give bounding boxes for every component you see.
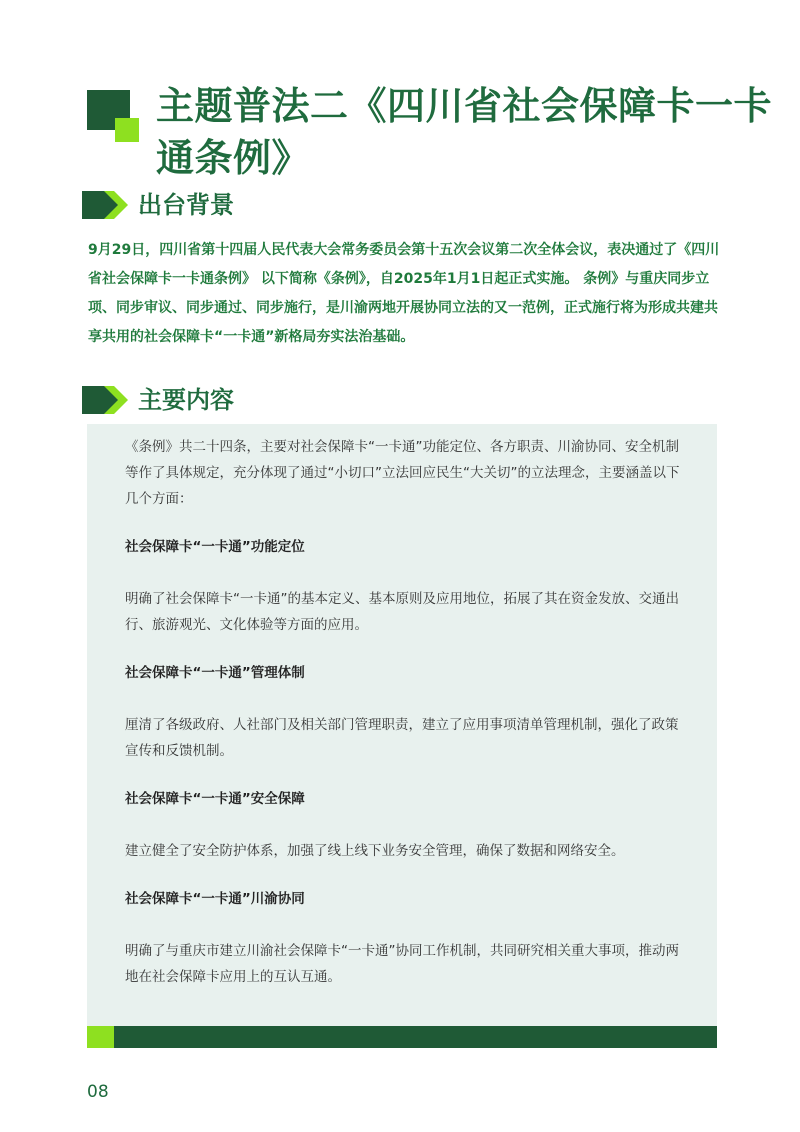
item-text: 明确了与重庆市建立川渝社会保障卡“一卡通”协同工作机制，共同研究相关重大事项，推动两地在社会保障卡应用上的互认互通。 [125,943,679,985]
item-text: 明确了社会保障卡“一卡通”的基本定义、基本原则及应用地位，拓展了其在资金发放、交通出行、旅游观光、文化体验等方面的应用。 [125,591,679,633]
item-heading: 社会保障卡“一卡通”川渝协同 [125,891,305,907]
chevron-arrow-icon [82,386,128,414]
item-text: 厘清了各级政府、人社部门及相关部门管理职责，建立了应用事项清单管理机制，强化了政策宣传和反馈机制。 [125,717,679,759]
background-paragraph: 9月29日，四川省第十四届人民代表大会常务委员会第十五次会议第二次全体会议，表决通过了《四川省社会保障卡一卡通条例》 以下简称《条例》，自2025年1月1日起正式实施。 条例》与重庆同步立项、同步审议、同步通过、同步施行，是川渝两地开展协同立法的又一范例，正式施行将为形成共建共享共用的社会保障卡“一卡通”新格局夯实法治基础。 [88,242,720,345]
item-text: 建立健全了安全防护体系，加强了线上线下业务安全管理，确保了数据和网络安全。 [125,843,625,859]
title-deco-accent-icon [115,118,139,142]
section-title-background: 出台背景 [138,191,234,219]
content-body [125,434,685,990]
content-intro: 《条例》共二十四条，主要对社会保障卡“一卡通”功能定位、各方职责、川渝协同、安全机制等作了具体规定，充分体现了通过“小切口”立法回应民生“大关切”的立法理念，主要涵盖以下几个方面： [125,439,680,507]
item-heading: 社会保障卡“一卡通”功能定位 [125,539,305,555]
page-title: 主题普法二《四川省社会保障卡一卡通条例》 [156,84,773,180]
footer-accent [87,1026,114,1048]
section-title-content: 主要内容 [138,386,234,414]
page-number: 08 [87,1082,109,1102]
item-heading: 社会保障卡“一卡通”安全保障 [125,791,305,807]
footer-bar [87,1026,717,1048]
chevron-arrow-icon [82,191,128,219]
content-box [87,424,717,1026]
item-heading: 社会保障卡“一卡通”管理体制 [125,665,305,681]
